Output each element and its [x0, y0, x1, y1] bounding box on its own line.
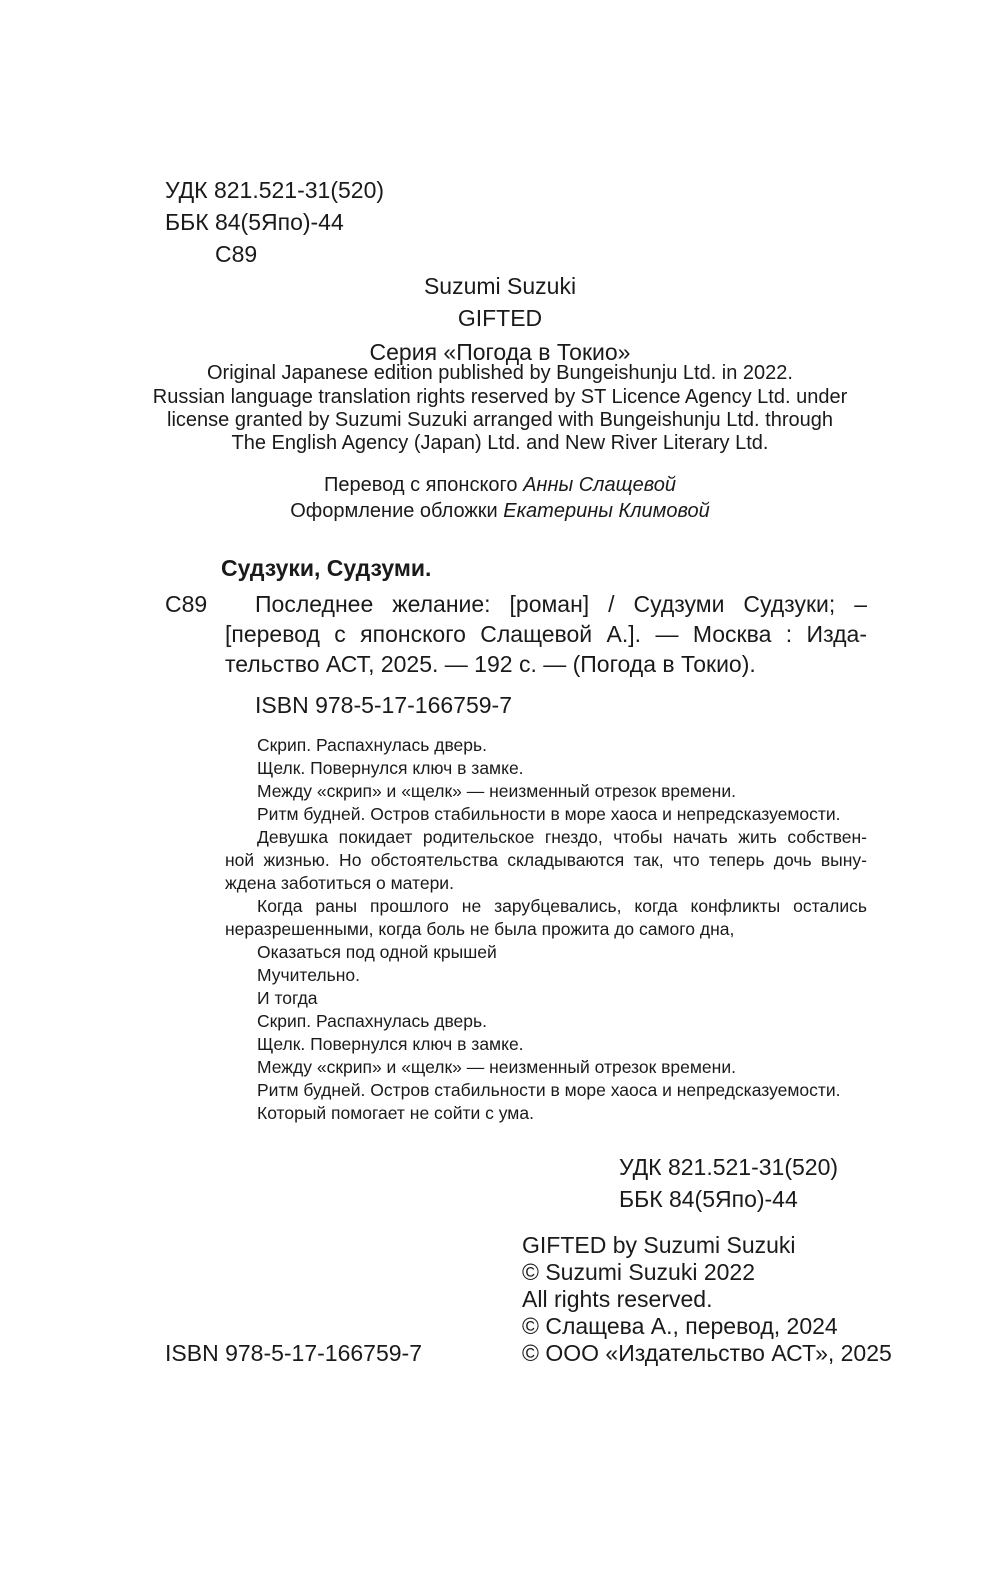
copyright-line: All rights reserved.: [522, 1286, 713, 1312]
copyright-line: © ООО «Издательство АСТ», 2025: [522, 1340, 892, 1366]
annotation-line: Мучительно.: [257, 965, 360, 985]
catalog-isbn: ISBN 978-5-17-166759-7: [255, 692, 512, 718]
cover-credit: [0, 500, 1000, 523]
annotation-line: ждена заботиться о матери.: [225, 873, 454, 893]
udk-code: УДК 821.521-31(520): [165, 177, 385, 203]
footer-bbk-code: ББК 84(5Япо)-44: [619, 1186, 798, 1212]
annotation-line: Оказаться под одной крышей: [257, 942, 497, 962]
translator-credit: [0, 474, 1000, 497]
catalog-line-text: [перевод с японского Слащевой А.]. — Москва : Изда-: [225, 621, 867, 647]
catalog-heading: Судзуки, Судзуми.: [221, 555, 432, 581]
catalog-sign: С89: [165, 591, 208, 617]
annotation-line-text: Когда раны прошлого не зарубцевались, когда конфликты остались: [257, 896, 867, 916]
translator-name: Анны Слащевой: [523, 474, 676, 496]
footer-isbn: ISBN 978-5-17-166759-7: [165, 1340, 422, 1366]
annotation-line: Скрип. Распахнулась дверь.: [257, 735, 487, 755]
annotation-line: Щелк. Повернулся ключ в замке.: [257, 758, 524, 778]
annotation-line-text: Девушка покидает родительское гнездо, чтобы начать жить собствен-: [257, 827, 867, 847]
footer-udk-code: УДК 821.521-31(520): [619, 1154, 839, 1180]
annotation-line: Который помогает не сойти с ума.: [257, 1103, 534, 1123]
rights-line: license granted by Suzumi Suzuki arranged with Bungeishunju Ltd. through: [167, 409, 833, 431]
annotation-line-text: ной жизнью. Но обстоятельства складываются так, что теперь дочь выну-: [225, 850, 867, 870]
original-author: Suzumi Suzuki: [423, 273, 577, 299]
catalog-line: [255, 588, 867, 620]
annotation-line: Между «скрип» и «щелк» — неизменный отрезок времени.: [257, 1057, 736, 1077]
rights-line: The English Agency (Japan) Ltd. and New River Literary Ltd.: [231, 432, 769, 454]
annotation-line: Ритм будней. Остров стабильности в море хаоса и непредсказуемости.: [257, 1080, 841, 1100]
rights-line: Original Japanese edition published by Bungeishunju Ltd. in 2022.: [207, 362, 793, 384]
catalog-line: [225, 618, 867, 650]
annotation: [225, 734, 867, 1125]
annotation-line: неразрешенными, когда боль не была прожита до самого дна,: [225, 919, 735, 939]
cover-prefix: Оформление обложки: [290, 500, 504, 522]
annotation-line: [225, 826, 867, 849]
annotation-line: [225, 849, 867, 872]
translator-prefix: Перевод с японского: [324, 474, 524, 496]
annotation-line: Ритм будней. Остров стабильности в море хаоса и непредсказуемости.: [257, 804, 841, 824]
rights-line: Russian language translation rights reserved by ST Licence Agency Ltd. under: [152, 386, 848, 408]
cover-designer-name: Екатерины Климовой: [503, 500, 710, 522]
annotation-line: Скрип. Распахнулась дверь.: [257, 1011, 487, 1031]
copyright-line: GIFTED by Suzumi Suzuki: [522, 1232, 796, 1258]
bbk-code: ББК 84(5Япо)-44: [165, 209, 344, 235]
original-title: GIFTED: [457, 305, 543, 331]
annotation-line: И тогда: [257, 988, 318, 1008]
series-title: Серия «Погода в Токио»: [369, 339, 631, 365]
annotation-line: Щелк. Повернулся ключ в замке.: [257, 1034, 524, 1054]
annotation-line: [225, 895, 867, 918]
copyright-line: © Слащева А., перевод, 2024: [522, 1313, 838, 1339]
catalog-line: тельство АСТ, 2025. — 192 с. — (Погода в Токио).: [225, 651, 756, 677]
catalog-line-text: Последнее желание: [роман] / Судзуми Судзуки; –: [255, 591, 867, 617]
author-sign: С89: [215, 241, 258, 267]
copyright-line: © Suzumi Suzuki 2022: [522, 1259, 756, 1285]
annotation-line: Между «скрип» и «щелк» — неизменный отрезок времени.: [257, 781, 736, 801]
